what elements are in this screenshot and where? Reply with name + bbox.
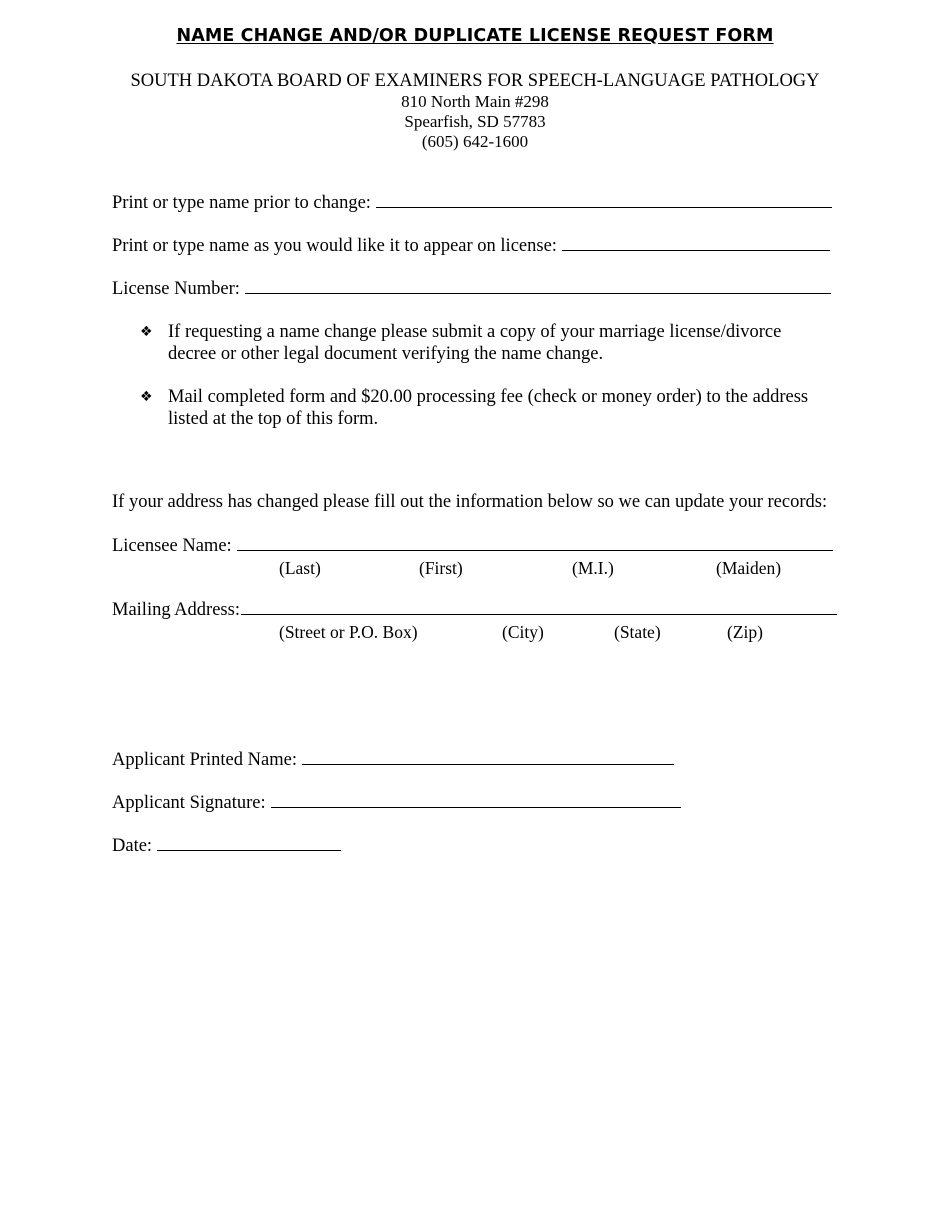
applicant-signature-label: Applicant Signature: — [112, 793, 266, 813]
street-hint: (Street or P.O. Box) — [279, 622, 418, 642]
instruction-text: Mail completed form and $20.00 processing fee (check or money order) to the address listed at the top of this form. — [168, 387, 809, 429]
instructions-list — [140, 321, 830, 451]
license-number-label: License Number: — [112, 279, 240, 299]
instruction-text: If requesting a name change please submit a copy of your marriage license/divorce decree or other legal document verifying the name change. — [168, 322, 782, 364]
date-field — [112, 836, 341, 857]
mailing-address-input[interactable] — [241, 600, 837, 615]
applicant-signature-input[interactable] — [271, 793, 681, 808]
licensee-name-input[interactable] — [237, 536, 833, 551]
license-number-field — [112, 279, 831, 300]
zip-hint: (Zip) — [727, 622, 763, 642]
date-input[interactable] — [157, 836, 341, 851]
address-line-2: Spearfish, SD 57783 — [404, 112, 546, 131]
list-item — [140, 321, 830, 365]
organization-header — [0, 70, 950, 152]
form-title: NAME CHANGE AND/OR DUPLICATE LICENSE REQUEST FORM — [176, 26, 774, 46]
applicant-printed-name-field — [112, 750, 674, 771]
phone-number: (605) 642-1600 — [421, 132, 529, 151]
name-prior-label: Print or type name prior to change: — [112, 193, 371, 213]
licensee-name-field — [112, 536, 833, 557]
applicant-printed-name-input[interactable] — [302, 750, 674, 765]
name-new-field — [112, 236, 830, 257]
name-prior-field — [112, 193, 832, 214]
maiden-name-hint: (Maiden) — [716, 558, 782, 578]
address-change-intro: If your address has changed please fill out the information below so we can update your records: — [112, 492, 828, 512]
applicant-printed-name-label: Applicant Printed Name: — [112, 750, 297, 770]
applicant-signature-field — [112, 793, 681, 814]
name-new-label: Print or type name as you would like it to appear on license: — [112, 236, 557, 256]
mailing-address-label: Mailing Address: — [112, 600, 240, 620]
state-hint: (State) — [614, 622, 661, 642]
name-prior-input[interactable] — [376, 193, 832, 208]
middle-initial-hint: (M.I.) — [572, 558, 614, 578]
city-hint: (City) — [502, 622, 544, 642]
diamond-bullet-icon: ❖ — [140, 324, 153, 340]
date-label: Date: — [112, 836, 153, 856]
license-number-input[interactable] — [245, 279, 831, 294]
licensee-name-label: Licensee Name: — [112, 536, 232, 556]
list-item — [140, 386, 830, 430]
diamond-bullet-icon: ❖ — [140, 389, 153, 405]
organization-name: SOUTH DAKOTA BOARD OF EXAMINERS FOR SPEECH-LANGUAGE PATHOLOGY — [130, 71, 820, 91]
address-line-1: 810 North Main #298 — [401, 92, 549, 111]
last-name-hint: (Last) — [279, 558, 321, 578]
name-new-input[interactable] — [562, 236, 830, 251]
mailing-address-field — [112, 600, 837, 621]
first-name-hint: (First) — [419, 558, 463, 578]
